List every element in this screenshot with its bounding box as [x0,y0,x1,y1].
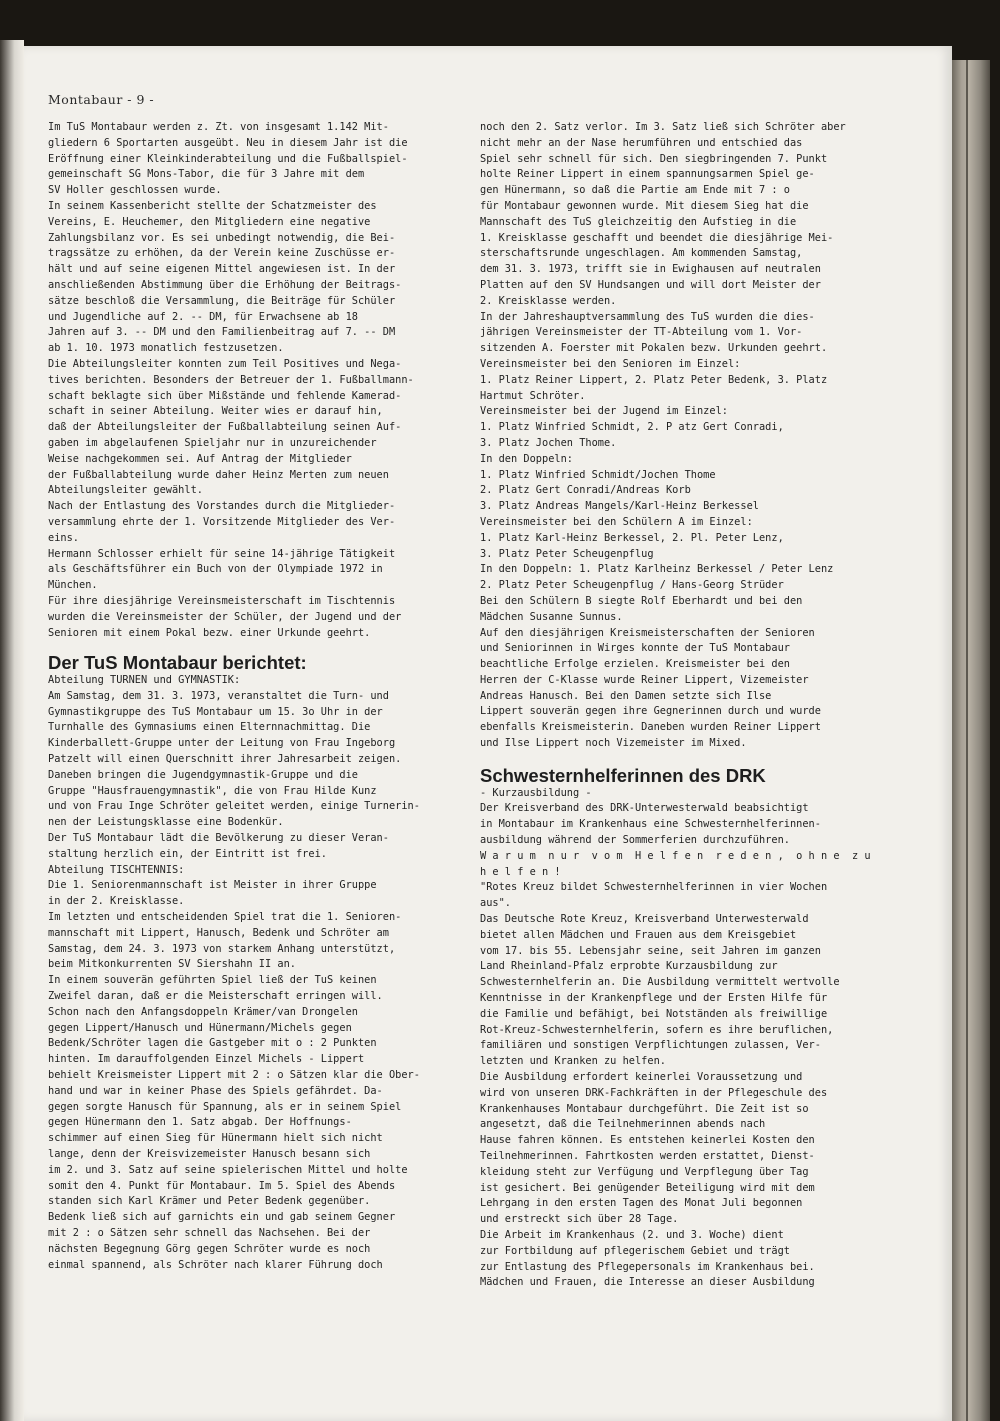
text-line: Vereinsmeister bei den Senioren im Einzel: [480,357,741,370]
text-line: Die Ausbildung erfordert keinerlei Voraussetzung und [480,1071,803,1084]
text-line: gliedern 6 Sportarten ausgeübt. Neu in diesem Jahr ist die [48,136,408,149]
book-gutter [0,40,24,1421]
text-line: Andreas Hanusch. Bei den Damen setzte sich Ilse [480,689,772,702]
right-lines-b [480,786,894,1292]
text-line: zur Entlastung des Pflegepersonals im Krankenhaus bei. [480,1260,815,1273]
text-line: anschließenden Abstimmung über die Erhöhung der Beitrags- [48,278,402,291]
text-line: Mädchen Susanne Sunnus. [480,610,623,623]
text-line: Lippert souverän gegen ihre Gegnerinnen durch und wurde [480,705,821,718]
text-line: vom 17. bis 55. Lebensjahr seine, seit Jahren im ganzen [480,944,821,957]
text-line: staltung herzlich ein, der Eintritt ist frei. [48,847,327,860]
text-line: In der Jahreshauptversammlung des TuS wurden die dies- [480,310,815,323]
text-line: hält und auf seine eigenen Mittel angewiesen ist. In der [48,263,396,276]
text-line: Im letzten und entscheidenden Spiel trat die 1. Senioren- [48,911,402,924]
text-line: in der 2. Kreisklasse. [48,895,185,908]
text-line: In seinem Kassenbericht stellte der Schatzmeister des [48,199,377,212]
text-line: schaft in seiner Abteilung. Weiter wies er darauf hin, [48,405,383,418]
text-line: Für ihre diesjährige Vereinsmeisterschaft im Tischtennis [48,594,396,607]
text-line: 1. Platz Karl-Heinz Berkessel, 2. Pl. Peter Lenz, [480,531,784,544]
book-binding-edge [952,60,990,1421]
text-line: Hermann Schlosser erhielt für seine 14-jährige Tätigkeit [48,547,396,560]
text-line: und von Frau Inge Schröter geleitet werden, einige Turnerin- [48,800,420,813]
text-line: eins. [48,531,79,544]
text-line: Herren der C-Klasse wurde Reiner Lippert, Vizemeister [480,673,809,686]
text-line: Kinderballett-Gruppe unter der Leitung von Frau Ingeborg [48,737,396,750]
text-line: Gruppe "Hausfrauengymnastik", die von Frau Hilde Kunz [48,784,377,797]
text-line: nächsten Begegnung Görg gegen Schröter wurde es noch [48,1242,371,1255]
text-line: 2. Platz Peter Scheugenpflug / Hans-Georg Strüder [480,579,784,592]
text-line: zur Fortbildung auf pflegerischem Gebiet und trägt [480,1244,790,1257]
text-line: 3. Platz Jochen Thome. [480,436,617,449]
text-line: Schon nach den Anfangsdoppeln Krämer/van Drongelen [48,1005,358,1018]
text-line: Samstag, dem 24. 3. 1973 von starkem Anhang unterstützt, [48,942,396,955]
text-line: familiären und sonstigen Verpflichtungen zulassen, Ver- [480,1039,821,1052]
text-line: mit 2 : o Sätzen sehr schnell das Nachsehen. Bei der [48,1226,371,1239]
text-line: 1. Platz Winfried Schmidt/Jochen Thome [480,468,716,481]
text-line: 2. Kreisklasse werden. [480,294,617,307]
text-line: tives berichten. Besonders der Betreuer der 1. Fußballmann- [48,373,414,386]
text-line: für Montabaur gewonnen wurde. Mit diesem Sieg hat die [480,199,809,212]
text-line: 2. Platz Gert Conradi/Andreas Korb [480,484,691,497]
text-line: und Seniorinnen in Wirges konnte der TuS Montabaur [480,642,790,655]
text-line: In einem souverän geführten Spiel ließ der TuS keinen [48,974,377,987]
text-line: Turnhalle des Gymnasiums einen Elternnachmittag. Die [48,721,371,734]
text-line: sätze beschloß die Versammlung, die Beiträge für Schüler [48,294,396,307]
text-line: hinten. Im darauffolgenden Einzel Michels - Lippert [48,1053,365,1066]
text-line: Kenntnisse in der Krankenpflege und der Ersten Hilfe für [480,992,828,1005]
text-line: beim Mitkonkurrenten SV Siershahn II an. [48,958,296,971]
text-line: Vereinsmeister bei der Jugend im Einzel: [480,405,728,418]
text-line: Krankenhauses Montabaur durchgeführt. Die Zeit ist so [480,1102,809,1115]
right-lines-a [480,120,894,752]
text-line: Platten auf den SV Hundsangen und will dort Meister der [480,278,821,291]
text-line: Der Kreisverband des DRK-Unterwesterwald beabsichtigt [480,802,809,815]
text-line: im 2. und 3. Satz auf seine spielerischen Mittel und holte [48,1163,408,1176]
text-line: der Fußballabteilung wurde daher Heinz Merten zum neuen [48,468,389,481]
text-line: Die Abteilungsleiter konnten zum Teil Positives und Nega- [48,357,402,370]
text-line: Die 1. Seniorenmannschaft ist Meister in ihrer Gruppe [48,879,377,892]
right-column [480,120,894,1291]
text-line: und Ilse Lippert noch Vizemeister im Mixed. [480,737,747,750]
text-line: sitzenden A. Foerster mit Pokalen bezw. Urkunden geehrt. [480,342,828,355]
text-line: Bei den Schülern B siegte Rolf Eberhardt und bei den [480,594,803,607]
text-line: Patzelt will einen Querschnitt ihrer Jahresarbeit zeigen. [48,753,402,766]
text-line: ist gesichert. Bei genügender Beteiligung wird mit dem [480,1181,815,1194]
text-line: Daneben bringen die Jugendgymnastik-Gruppe und die [48,768,358,781]
section-heading-drk: Schwesternhelferinnen des DRK [480,764,766,786]
text-line: Zahlungsbilanz vor. Es sei unbedingt notwendig, die Bei- [48,231,396,244]
text-line: Im TuS Montabaur werden z. Zt. von insgesamt 1.142 Mit- [48,121,389,133]
text-line: Teilnehmerinnen. Fahrtkosten werden erstattet, Dienst- [480,1150,815,1162]
text-line: in Montabaur im Krankenhaus eine Schwesternhelferinnen- [480,818,821,831]
section-heading-tus: Der TuS Montabaur berichtet: [48,652,307,674]
text-line: München. [48,579,98,592]
text-line: tragssätze zu erhöhen, da der Verein keine Zuschüsse er- [48,247,396,260]
text-line: standen sich Karl Krämer und Peter Bedenk gegenüber. [48,1195,371,1208]
text-line: noch den 2. Satz verlor. Im 3. Satz ließ sich Schröter aber [480,121,846,133]
text-line: nen der Leistungsklasse eine Bodenkür. [48,816,284,829]
text-line: gegen Lippert/Hanusch und Hünermann/Michels gegen [48,1021,352,1034]
text-line: Spiel sehr schnell für sich. Den siegbringenden 7. Punkt [480,152,828,165]
text-line: 1. Kreisklasse geschafft und beendet die diesjährige Mei- [480,231,834,244]
text-line: wird von unseren DRK-Fachkräften in der Pflegeschule des [480,1086,828,1099]
text-line: In den Doppeln: [480,452,573,465]
left-lines-b [48,673,462,1273]
text-line: dem 31. 3. 1973, trifft sie in Ewighausen auf neutralen [480,263,821,276]
text-line: Vereinsmeister bei den Schülern A im Einzel: [480,515,753,528]
text-line: "Rotes Kreuz bildet Schwesternhelferinnen in vier Wochen [480,881,828,894]
text-line: bietet allen Mädchen und Frauen aus dem Kreisgebiet [480,928,797,941]
text-line: Weise nachgekommen sei. Auf Antrag der Mitglieder [48,452,352,465]
text-line: Mannschaft des TuS gleichzeitig den Aufstieg in die [480,215,797,228]
text-line: Die Arbeit im Krankenhaus (2. und 3. Woche) dient [480,1228,784,1241]
text-line: einmal spannend, als Schröter nach klarer Führung doch [48,1258,383,1271]
text-line: die Familie und befähigt, bei Notständen als freiwillige [480,1007,828,1020]
text-line: 3. Platz Peter Scheugenpflug [480,547,654,560]
text-line: gaben im abgelaufenen Spieljahr nur in unzureichender [48,436,377,449]
text-line: Auf den diesjährigen Kreismeisterschaften der Senioren [480,626,815,639]
text-line: letzten und Kranken zu helfen. [480,1055,666,1068]
text-line: Abteilungsleiter gewählt. [48,484,203,497]
text-line: Jahren auf 3. -- DM und den Familienbeitrag auf 7. -- DM [48,326,396,339]
text-line: und Jugendliche auf 2. -- DM, für Erwachsene ab 18 [48,310,358,323]
text-line: lange, denn der Kreisvizemeister Hanusch besann sich [48,1148,371,1160]
text-line: kleidung steht zur Verfügung und Verpflegung über Tag [480,1165,809,1178]
text-line: In den Doppeln: 1. Platz Karlheinz Berkessel / Peter Lenz [480,563,834,576]
text-line: SV Holler geschlossen wurde. [48,184,222,197]
text-line: gemeinschaft SG Mons-Tabor, die für 3 Jahre mit dem [48,168,365,181]
text-line: Das Deutsche Rote Kreuz, Kreisverband Unterwesterwald [480,913,809,926]
text-line: als Geschäftsführer ein Buch von der Olympiade 1972 in [48,563,383,576]
text-line: holte Reiner Lippert in einem spannungsarmen Spiel ge- [480,168,815,181]
text-line: jährigen Vereinsmeister der TT-Abteilung vom 1. Vor- [480,326,803,339]
text-line: schimmer auf einen Sieg für Hünermann hielt sich nicht [48,1132,383,1145]
text-line: Gymnastikgruppe des TuS Montabaur um 15. 3o Uhr in der [48,705,383,718]
text-line: Hartmut Schröter. [480,389,586,402]
running-head: Montabaur - 9 - [48,92,155,107]
text-line: Abteilung TURNEN und GYMNASTIK: [48,674,241,687]
text-line: gegen sorgte Hanusch für Spannung, als er in seinem Spiel [48,1100,402,1113]
text-line: gen Hünermann, so daß die Partie am Ende mit 7 : o [480,184,790,197]
text-line: Vereins, E. Heuchemer, den Mitgliedern eine negative [48,215,371,228]
text-line: Der TuS Montabaur lädt die Bevölkerung zu dieser Veran- [48,832,389,845]
text-line: 1. Platz Reiner Lippert, 2. Platz Peter Bedenk, 3. Platz [480,373,828,386]
text-line: ab 1. 10. 1973 monatlich festzusetzen. [48,342,284,355]
text-line: schaft beklagte sich über Mißstände und fehlende Kamerad- [48,389,402,402]
text-line: Rot-Kreuz-Schwesternhelferin, sofern es ihre beruflichen, [480,1023,834,1036]
binding-line [966,60,968,1421]
text-line: daß der Abteilungsleiter der Fußballabteilung seinen Auf- [48,421,402,434]
text-line: Abteilung TISCHTENNIS: [48,863,185,876]
text-line: hand und war in keiner Phase des Spiels gefährdet. Da- [48,1084,383,1097]
text-line: sterschaftsrunde ungeschlagen. Am kommenden Samstag, [480,247,803,260]
text-line: Eröffnung einer Kleinkinderabteilung und die Fußballspiel- [48,152,408,165]
text-line: Zweifel daran, daß er die Meisterschaft erringen will. [48,990,383,1003]
text-line: somit den 4. Punkt für Montabaur. Im 5. Spiel des Abends [48,1179,396,1192]
text-line: Bedenk ließ sich auf garnichts ein und gab seinem Gegner [48,1211,396,1224]
text-line: Lehrgang in den ersten Tagen des Monat Juli begonnen [480,1197,803,1210]
left-lines-a [48,120,462,641]
text-line: Bedenk/Schröter lagen die Gastgeber mit o : 2 Punkten [48,1037,377,1050]
text-line: mannschaft mit Lippert, Hanusch, Bedenk und Schröter am [48,926,389,939]
text-line: 1. Platz Winfried Schmidt, 2. P atz Gert Conradi, [480,421,784,434]
text-line: Nach der Entlastung des Vorstandes durch die Mitglieder- [48,500,396,513]
text-line: 3. Platz Andreas Mangels/Karl-Heinz Berkessel [480,500,759,513]
text-line: Land Rheinland-Pfalz erprobte Kurzausbildung zur [480,960,778,973]
text-line: wurden die Vereinsmeister der Schüler, der Jugend und der [48,610,402,623]
text-line: W a r u m n u r v o m H e l f e n r e d e n , o h n e z u [480,849,871,862]
text-line: ausbildung während der Sommerferien durchzuführen. [480,834,790,847]
text-line: beachtliche Erfolge erzielen. Kreismeister bei den [480,658,790,671]
text-line: Mädchen und Frauen, die Interesse an dieser Ausbildung [480,1276,815,1289]
text-line: gegen Hünermann den 1. Satz abgab. Der Hoffnungs- [48,1116,352,1129]
text-line: Hause fahren können. Es entstehen keinerlei Kosten den [480,1134,815,1147]
text-line: ebenfalls Kreismeisterin. Daneben wurden Reiner Lippert [480,721,821,734]
text-line: - Kurzausbildung - [480,786,592,799]
text-line: angesetzt, daß die Teilnehmerinnen abends nach [480,1118,766,1131]
text-line: h e l f e n ! [480,865,561,878]
text-line: Am Samstag, dem 31. 3. 1973, veranstaltet die Turn- und [48,689,389,702]
text-line: behielt Kreismeister Lippert mit 2 : o Sätzen klar die Ober- [48,1069,420,1082]
text-line: Schwesternhelferin an. Die Ausbildung vermittelt wertvolle [480,976,840,989]
text-line: versammlung ehrte der 1. Vorsitzende Mitglieder des Ver- [48,515,396,528]
text-line: nicht mehr an der Nase herumführen und entschied das [480,136,803,149]
left-column [48,120,462,1273]
text-line: und erstreckt sich über 28 Tage. [480,1213,679,1226]
text-line: aus". [480,897,511,910]
text-line: Senioren mit einem Pokal bezw. einer Urkunde geehrt. [48,626,371,639]
